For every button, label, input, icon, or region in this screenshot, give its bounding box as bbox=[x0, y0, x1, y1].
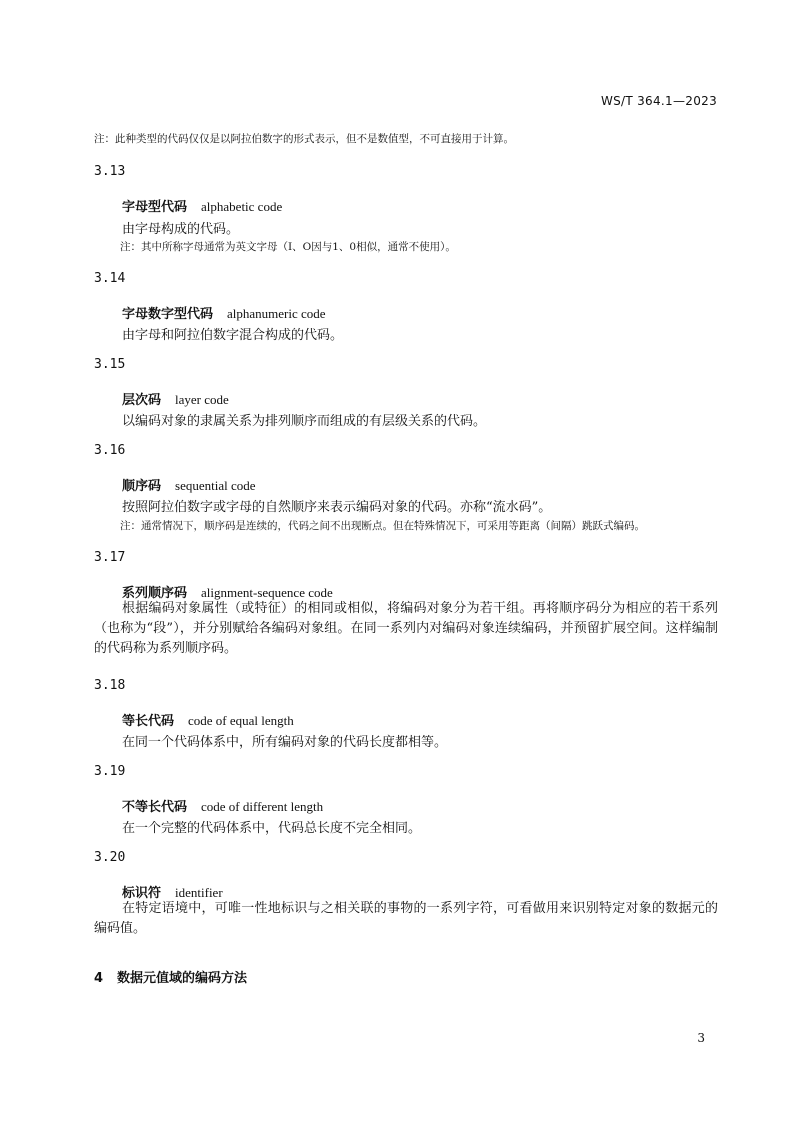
page-number: 3 bbox=[697, 1031, 705, 1045]
term-zh: 等长代码 bbox=[122, 714, 175, 729]
term-zh: 字母型代码 bbox=[122, 200, 188, 215]
term-en: identifier bbox=[175, 885, 223, 900]
document-code: WS/T 364.1—2023 bbox=[600, 94, 717, 108]
term bbox=[122, 196, 282, 215]
term-en: alphabetic code bbox=[201, 199, 283, 214]
term-zh: 层次码 bbox=[122, 393, 162, 408]
definition: 由字母和阿拉伯数字混合构成的代码。 bbox=[122, 328, 344, 343]
definition: 在同一个代码体系中，所有编码对象的代码长度都相等。 bbox=[122, 735, 448, 750]
term-zh: 字母数字型代码 bbox=[122, 307, 214, 322]
term-en: code of equal length bbox=[188, 713, 294, 728]
note: 注：其中所称字母通常为英文字母（I、O因与1、0相似，通常不使用）。 bbox=[120, 241, 456, 253]
section-heading bbox=[94, 967, 247, 986]
term-en: sequential code bbox=[175, 478, 256, 493]
definition: 以编码对象的隶属关系为排列顺序而组成的有层级关系的代码。 bbox=[122, 414, 487, 429]
clause-number: 3.16 bbox=[94, 443, 126, 458]
term-en: layer code bbox=[175, 392, 229, 407]
definition: 在特定语境中，可唯一性地标识与之相关联的事物的一系列字符，可看做用来识别特定对象的数据元的编码值。 bbox=[94, 901, 718, 936]
term-zh: 顺序码 bbox=[122, 479, 162, 494]
term-zh: 标识符 bbox=[122, 886, 162, 901]
clause-number: 3.13 bbox=[94, 164, 126, 179]
term-en: code of different length bbox=[201, 799, 324, 814]
term bbox=[122, 796, 323, 815]
clause-number: 3.20 bbox=[94, 850, 126, 865]
term bbox=[122, 475, 256, 494]
clause-number: 3.15 bbox=[94, 357, 126, 372]
section-number: 4 bbox=[94, 971, 104, 986]
term bbox=[122, 710, 294, 729]
term-zh: 不等长代码 bbox=[122, 800, 188, 815]
term-en: alphanumeric code bbox=[227, 306, 326, 321]
note: 注：通常情况下，顺序码是连续的，代码之间不出现断点。但在特殊情况下，可采用等距离（间隔）跳跃式编码。 bbox=[120, 520, 645, 532]
definition: 按照阿拉伯数字或字母的自然顺序来表示编码对象的代码。亦称“流水码”。 bbox=[122, 500, 552, 515]
term bbox=[122, 303, 326, 322]
clause-number: 3.18 bbox=[94, 678, 126, 693]
clause-number: 3.17 bbox=[94, 550, 126, 565]
definition: 由字母构成的代码。 bbox=[122, 222, 240, 237]
definition: 在一个完整的代码体系中，代码总长度不完全相同。 bbox=[122, 821, 422, 836]
section-title: 数据元值域的编码方法 bbox=[117, 971, 248, 986]
top-note: 注：此种类型的代码仅仅是以阿拉伯数字的形式表示，但不是数值型，不可直接用于计算。 bbox=[94, 133, 514, 145]
clause-number: 3.14 bbox=[94, 271, 126, 286]
term-en: alignment-sequence code bbox=[201, 585, 333, 600]
term-zh: 系列顺序码 bbox=[122, 586, 188, 601]
term bbox=[122, 389, 229, 408]
definition: 根据编码对象属性（或特征）的相同或相似，将编码对象分为若干组。再将顺序码分为相应的若干系列（也称为“段”），并分别赋给各编码对象组。在同一系列内对编码对象连续编码，并预留扩展空间。这样编制的代码称为系列顺序码。 bbox=[94, 601, 718, 656]
clause-number: 3.19 bbox=[94, 764, 126, 779]
